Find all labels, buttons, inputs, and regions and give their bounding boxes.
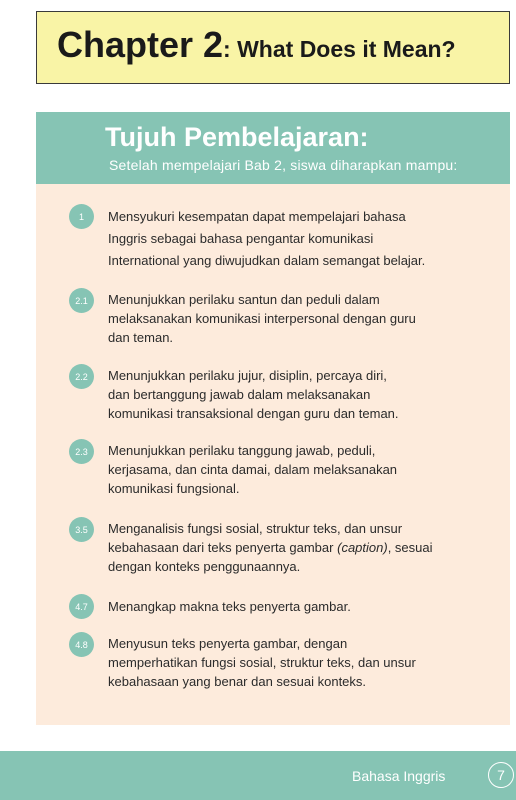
objective-number-badge: 4.7 [69,594,94,619]
footer-subject: Bahasa Inggris [352,768,446,784]
chapter-title-box [36,11,510,84]
objective-text: Mensyukuri kesempatan dapat mempelajari bahasa Inggris sebagai bahasa pengantar komunikasi International yang diwujudkan dalam semangat belajar. [108,209,426,268]
objective-number-badge: 2.1 [69,288,94,313]
objective-number-badge: 4.8 [69,632,94,657]
objectives-subtitle: Setelah mempelajari Bab 2, siswa diharapkan mampu: [109,157,458,173]
objective-text: Menganalisis fungsi sosial, struktur teks, dan unsur kebahasaan dari teks penyerta gambar (caption), sesuai dengan konteks penggunaannya. [108,521,433,574]
page-footer [0,751,516,800]
objective-text: Menunjukkan perilaku jujur, disiplin, percaya diri, dan bertanggung jawab dalam melaksanakan komunikasi transaksional dengan guru dan teman. [108,368,399,421]
chapter-number: Chapter 2 [57,24,224,65]
objective-number-badge: 2.2 [69,364,94,389]
objective-text: Menunjukkan perilaku santun dan peduli dalam melaksanakan komunikasi interpersonal dengan guru dan teman. [108,292,416,345]
objective-number-badge: 2.3 [69,439,94,464]
chapter-title [57,24,456,66]
objective-number-badge: 3.5 [69,517,94,542]
objectives-panel [36,184,510,725]
objective-text: Menunjukkan perilaku tanggung jawab, peduli, kerjasama, dan cinta damai, dalam melaksanakan komunikasi fungsional. [108,443,398,496]
objective-number-badge: 1 [69,204,94,229]
objectives-header [36,112,510,184]
caption-term: (caption) [337,540,388,555]
objective-text: Menangkap makna teks penyerta gambar. [108,599,351,614]
page-number: 7 [488,762,514,788]
objective-text: Menyusun teks penyerta gambar, dengan memperhatikan fungsi sosial, struktur teks, dan unsur kebahasaan yang benar dan sesuai konteks. [108,636,416,689]
chapter-subtitle: : What Does it Mean? [223,36,456,62]
objectives-title: Tujuh Pembelajaran: [105,122,369,152]
